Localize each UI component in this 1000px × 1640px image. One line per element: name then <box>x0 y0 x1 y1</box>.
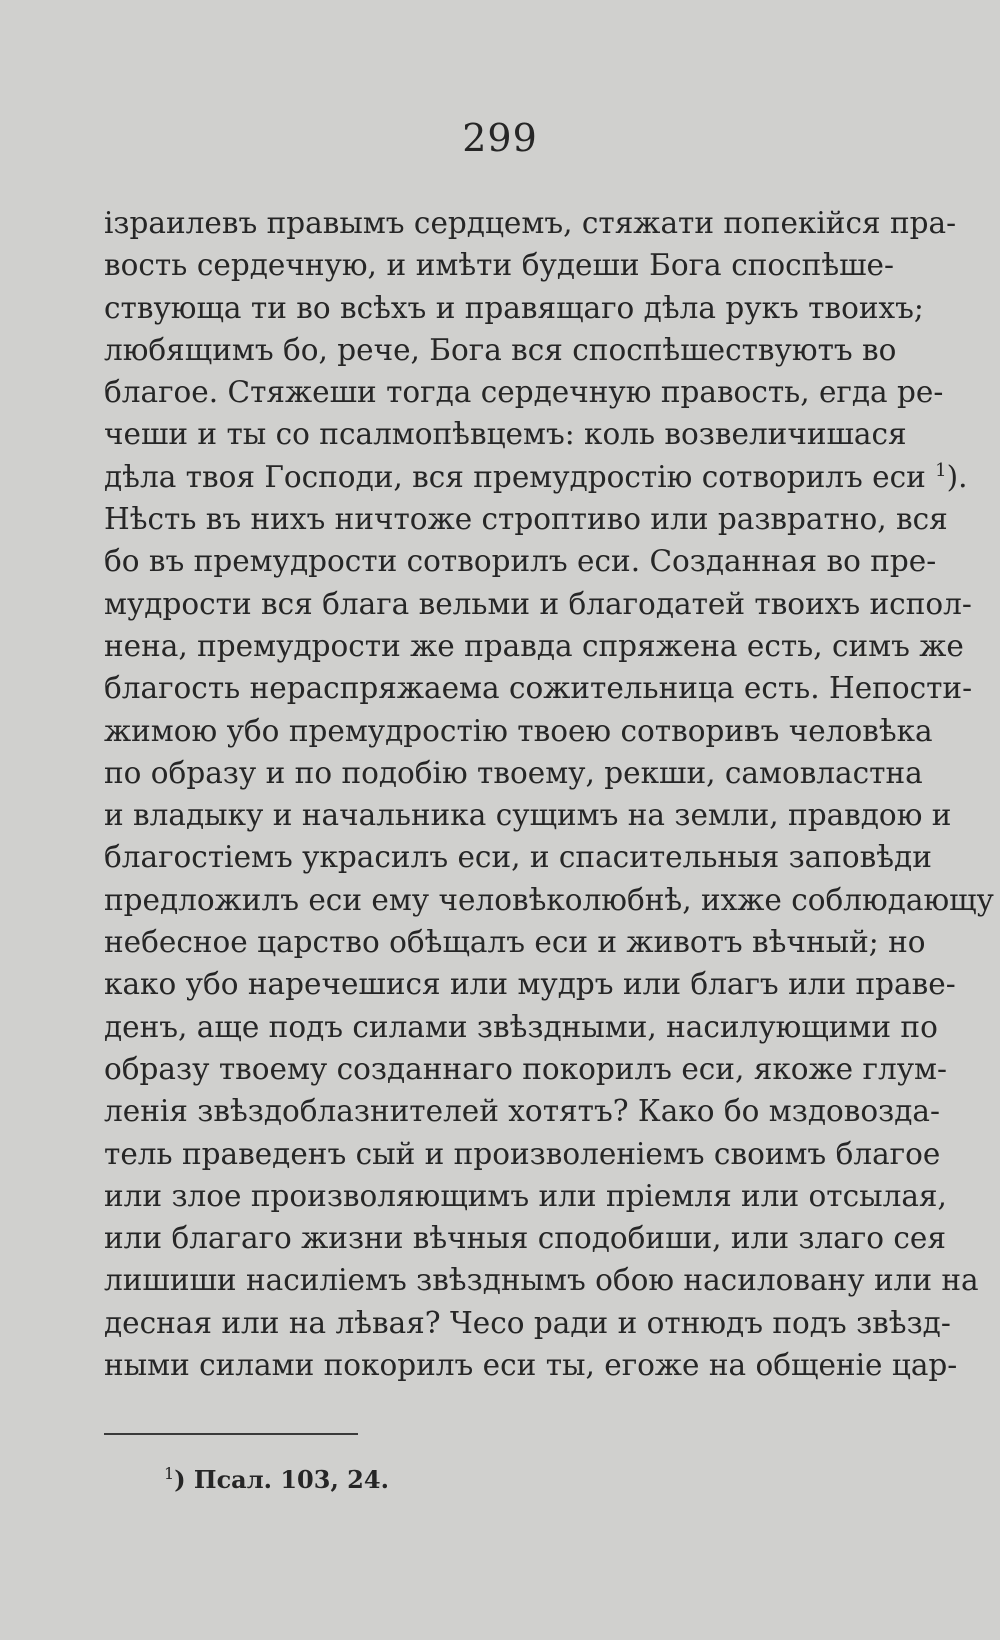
text-line: любящимъ бо, рече, Бога вся споспѣшествуютъ во <box>104 332 897 367</box>
page-number: 299 <box>462 116 538 160</box>
text-line: небесное царство обѣщалъ еси и животъ вѣчный; но <box>104 925 926 960</box>
text-line: благость нераспряжаема сожительница есть. Непости- <box>104 671 973 706</box>
text-line: нена, премудрости же правда спряжена есть, симъ же <box>104 628 964 663</box>
text-line: десная или на лѣвая? Чесо ради и отнюдъ подъ звѣзд- <box>104 1305 951 1340</box>
text-line: чеши и ты со псалмопѣвцемъ: коль возвеличишася <box>104 417 907 452</box>
text-line: предложилъ еси ему человѣколюбнѣ, ихже соблюдающу <box>104 882 994 917</box>
text-line: и владыку и начальника сущимъ на земли, правдою и <box>104 798 952 833</box>
text-line: благостіемъ украсилъ еси, и спасительныя заповѣди <box>104 840 932 875</box>
text-line: бо въ премудрости сотворилъ еси. Созданная во пре- <box>104 544 937 579</box>
text-line: лишиши насиліемъ звѣзднымъ обою насиловану или на <box>104 1263 979 1298</box>
text-line: или благаго жизни вѣчныя сподобиши, или злаго сея <box>104 1221 946 1256</box>
footnote-text: ) Псал. 103, 24. <box>174 1465 389 1494</box>
footnote-reference-close: ). <box>946 459 968 494</box>
text-line: благое. Стяжеши тогда сердечную правость, егда ре- <box>104 375 944 410</box>
text-line: тель праведенъ сый и произволеніемъ своимъ благое <box>104 1136 941 1171</box>
text-line: Нѣсть въ нихъ ничтоже строптиво или развратно, вся <box>104 502 948 537</box>
body-text <box>104 202 994 1386</box>
text-line: вость сердечную, и имѣти будеши Бога споспѣше- <box>104 248 894 283</box>
text-line: или злое произволяющимъ или пріемля или отсылая, <box>104 1178 947 1213</box>
text-line: ленія звѣздоблазнителей хотятъ? Како бо мздовозда- <box>104 1094 940 1129</box>
text-line: по образу и по подобію твоему, рекши, самовластна <box>104 755 923 790</box>
text-line: ствующа ти во всѣхъ и правящаго дѣла рукъ твоихъ; <box>104 290 924 325</box>
footnote-reference: 1 <box>935 459 947 481</box>
footnote-marker: 1 <box>164 1464 175 1483</box>
text-line: денъ, аще подъ силами звѣздными, насилующими по <box>104 1009 938 1044</box>
text-line: жимою убо премудростію твоею сотворивъ человѣка <box>104 713 933 748</box>
text-line-with-note <box>104 456 968 498</box>
footnote <box>164 1465 389 1494</box>
text-line: образу твоему созданнаго покорилъ еси, якоже глум- <box>104 1051 947 1086</box>
footnote-divider <box>104 1433 358 1435</box>
text-line-content: дѣла твоя Господи, вся премудростію сотворилъ еси <box>104 459 926 494</box>
text-line: ными силами покорилъ еси ты, егоже на общеніе цар- <box>104 1348 958 1383</box>
text-line: мудрости вся блага вельми и благодатей твоихъ испол- <box>104 586 972 621</box>
text-line: ізраилевъ правымъ сердцемъ, стяжати попекійся пра- <box>104 206 957 240</box>
text-line: како убо наречешися или мудръ или благъ или праве- <box>104 967 956 1002</box>
